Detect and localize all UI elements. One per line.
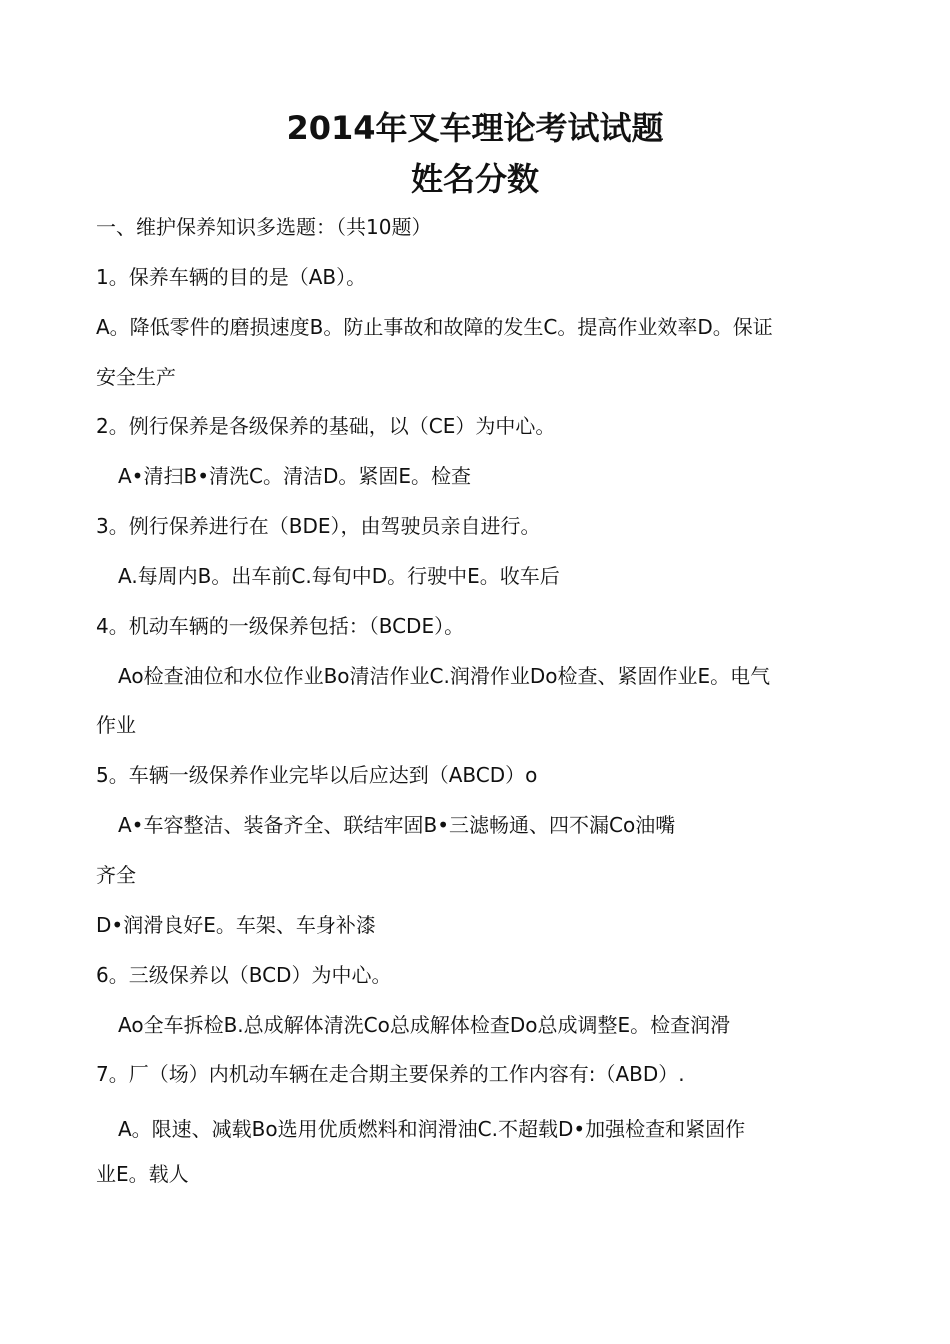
question-7-options-cont: 业E。载人 — [96, 1162, 189, 1186]
question-5-options-cont-2: D•润滑良好E。车架、车身补漆 — [96, 913, 376, 937]
question-6: 6。三级保养以（BCD）为中心。 — [96, 963, 392, 987]
question-5: 5。车辆一级保养作业完毕以后应达到（ABCD）o — [96, 763, 538, 787]
question-5-options: A•车容整洁、装备齐全、联结牢固B•三滤畅通、四不漏Co油嘴 — [118, 813, 676, 837]
question-6-options: Ao全车拆检B.总成解体清洗Co总成解体检查Do总成调整E。检查润滑 — [118, 1013, 731, 1037]
question-3-options: A.每周内B。出车前C.每旬中D。行驶中E。收车后 — [118, 564, 560, 588]
document-title: 2014年叉车理论考试试题 — [286, 109, 664, 147]
question-5-options-cont: 齐全 — [96, 863, 136, 887]
question-7: 7。厂（场）内机动车辆在走合期主要保养的工作内容有:（ABD）. — [96, 1062, 685, 1086]
question-7-options: A。限速、减载Bo选用优质燃料和润滑油C.不超载D•加强检查和紧固作 — [118, 1117, 746, 1141]
question-1-options: A。降低零件的磨损速度B。防止事故和故障的发生C。提高作业效率D。保证 — [96, 315, 773, 339]
section-heading: 一、维护保养知识多选题：（共10题） — [96, 215, 432, 239]
question-2: 2。例行保养是各级保养的基础，以（CE）为中心。 — [96, 414, 556, 438]
question-4-options: Ao检查油位和水位作业Bo清洁作业C.润滑作业Do检查、紧固作业E。电气 — [118, 664, 771, 688]
question-1-options-cont: 安全生产 — [96, 365, 176, 389]
document-subtitle: 姓名分数 — [410, 160, 539, 198]
question-4-options-cont: 作业 — [96, 713, 136, 737]
question-2-options: A•清扫B•清洗C。清洁D。紧固E。检查 — [118, 464, 471, 488]
question-1: 1。保养车辆的目的是（AB）。 — [96, 265, 367, 289]
question-3: 3。例行保养进行在（BDE），由驾驶员亲自进行。 — [96, 514, 541, 538]
question-4: 4。机动车辆的一级保养包括：（BCDE）。 — [96, 614, 465, 638]
